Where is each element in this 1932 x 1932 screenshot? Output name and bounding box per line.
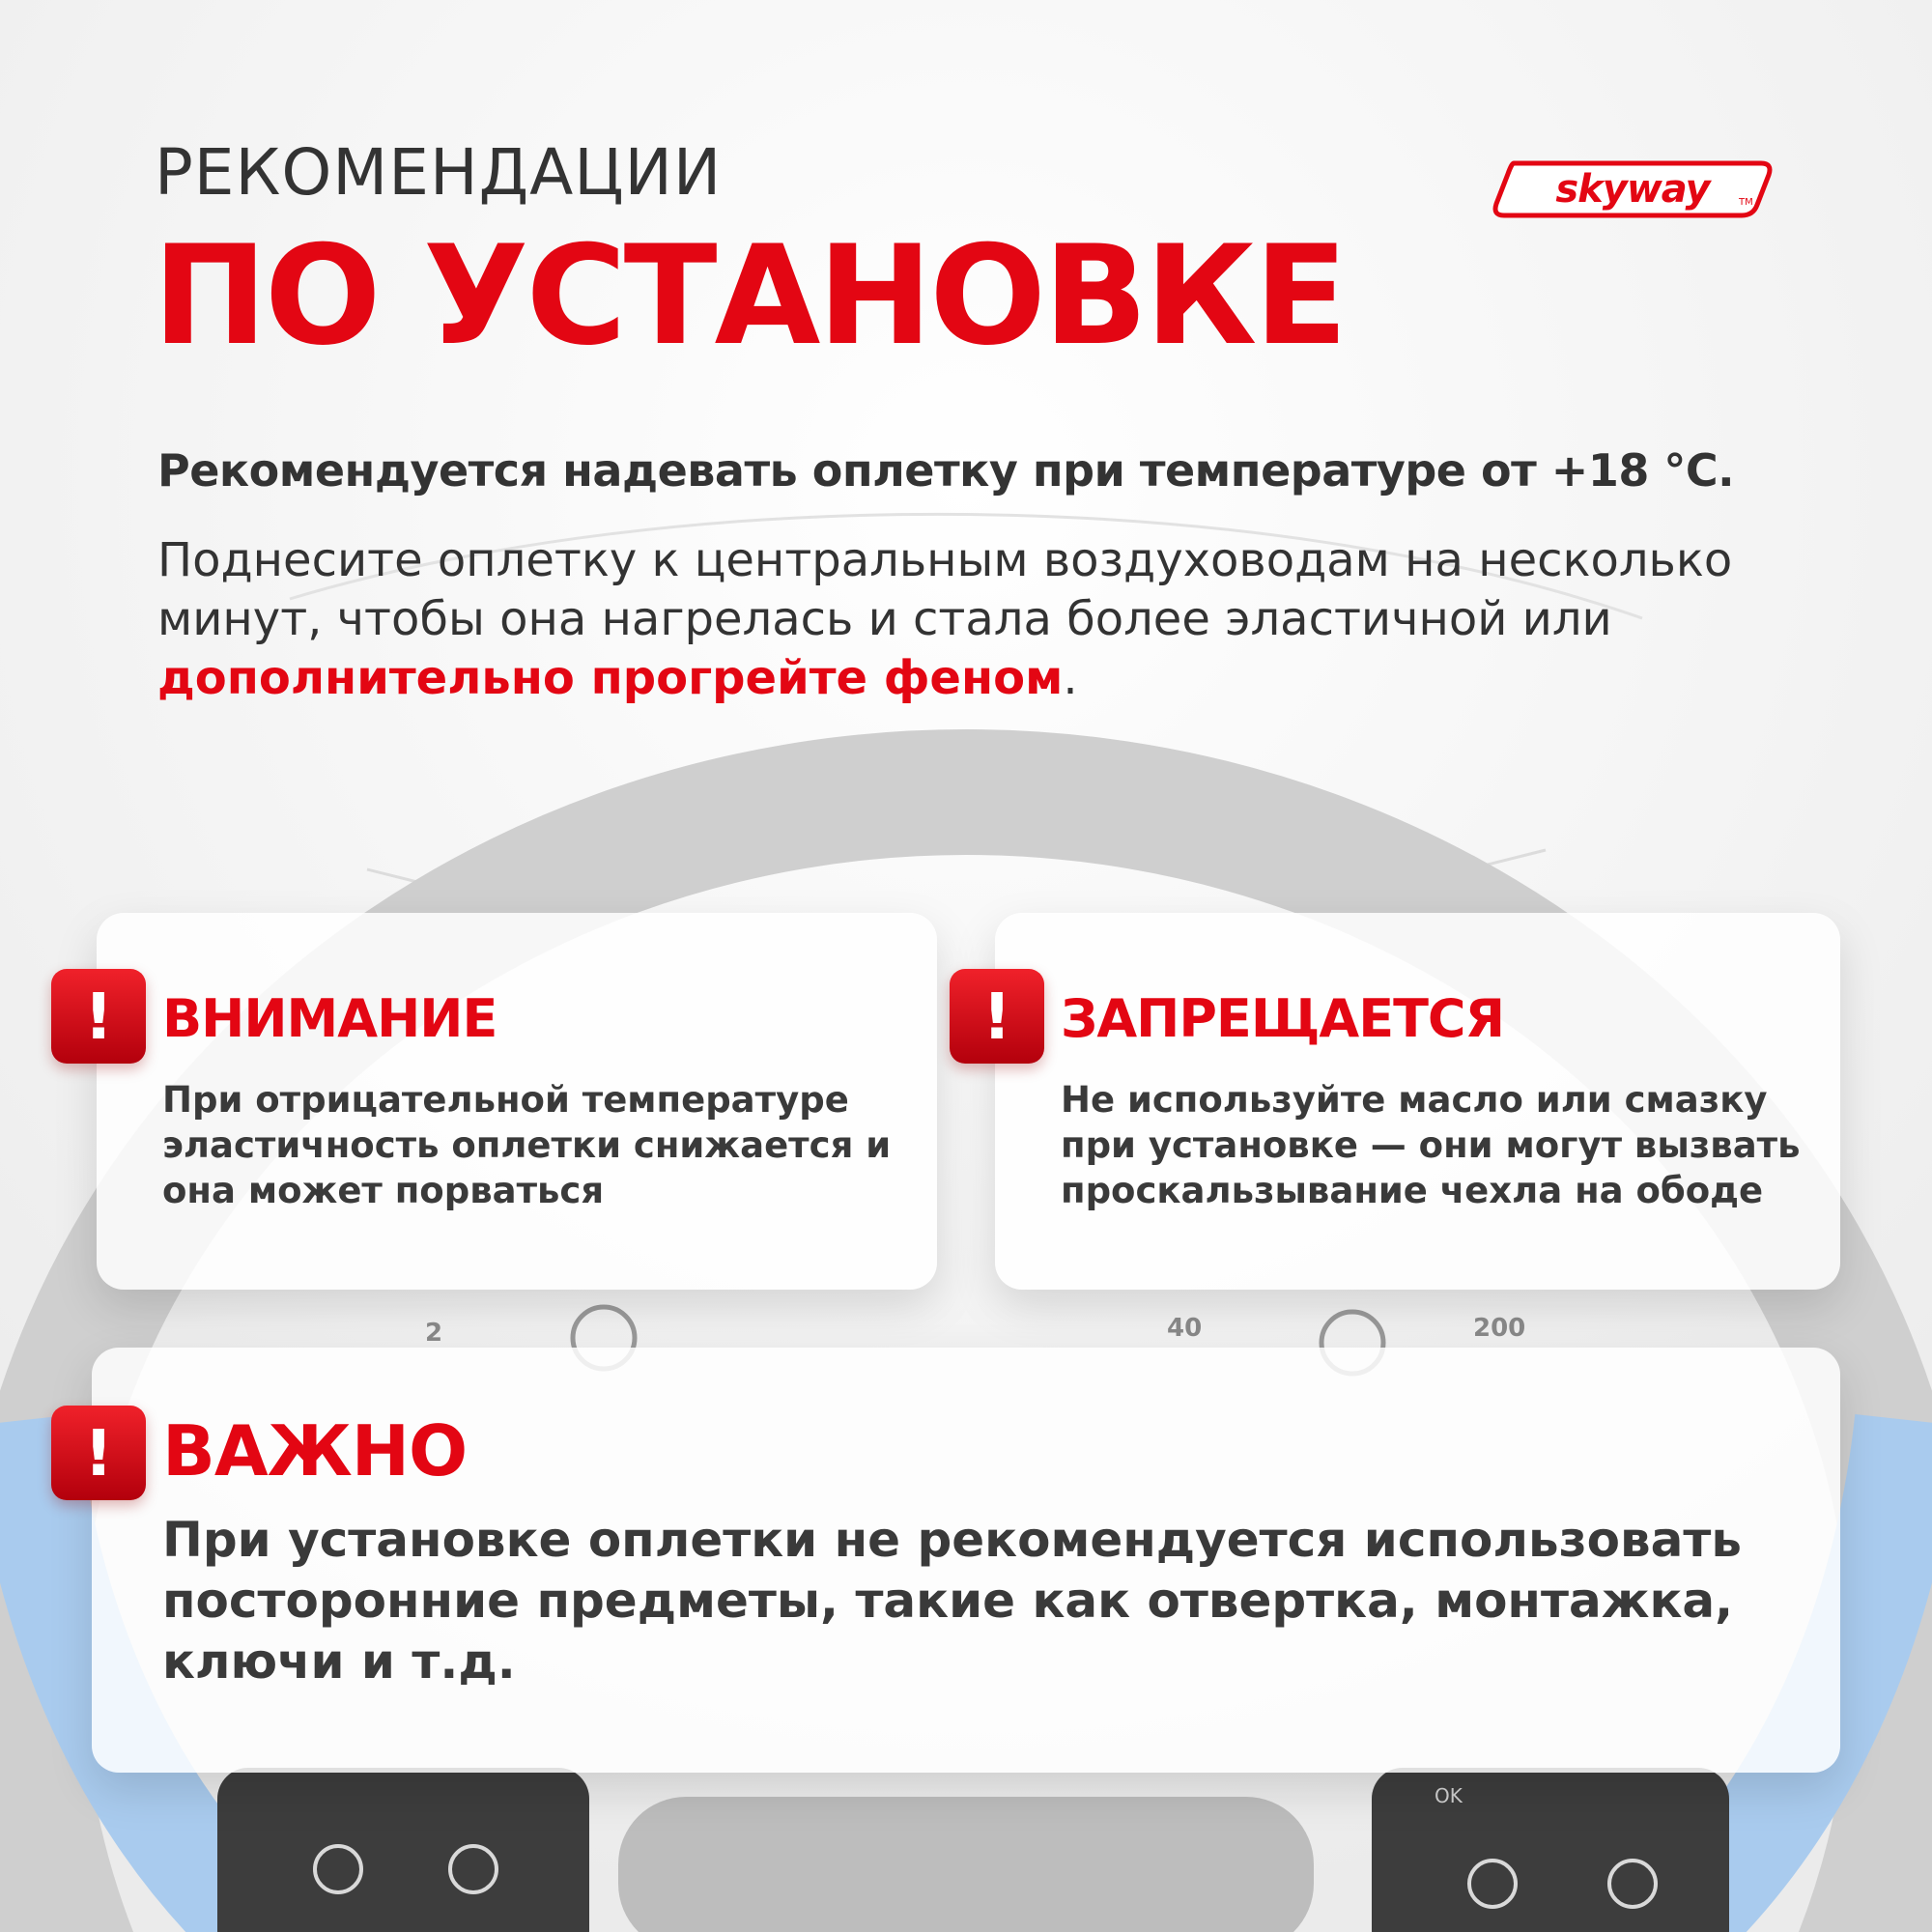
warmup-text: Поднесите оплетку к центральным воздуховодам на несколько минут, чтобы она нагрелась и стала более эластичной или (157, 533, 1733, 646)
exclamation-icon: ! (51, 969, 146, 1064)
important-text: При установке оплетки не рекомендуется использовать посторонние предметы, такие как отвертка, монтажка, ключи и т.д. (162, 1512, 1742, 1690)
prohibited-text: Не используйте масло или смазку при установке — они могут вызвать проскальзывание чехла на ободе (1061, 1079, 1801, 1211)
heading-kicker: РЕКОМЕНДАЦИИ (155, 135, 723, 210)
skyway-logo (1492, 160, 1773, 218)
attention-title: ВНИМАНИЕ (162, 988, 497, 1049)
warmup-highlight: дополнительно прогрейте феном (157, 651, 1064, 705)
logo-text: skyway (1555, 167, 1710, 212)
logo-trademark: TM (1739, 197, 1753, 208)
prohibited-title: ЗАПРЕЩАЕТСЯ (1061, 988, 1505, 1049)
gauge-right-label-2: 200 (1473, 1314, 1526, 1343)
page-title: ПО УСТАНОВКЕ (153, 216, 1346, 376)
exclamation-icon: ! (950, 969, 1044, 1064)
exclamation-icon: ! (51, 1406, 146, 1500)
warmup-end: . (1063, 651, 1078, 705)
warmup-instructions (157, 531, 1819, 708)
button-ok-label: OK (1435, 1784, 1463, 1807)
gauge-left-label: 2 (425, 1319, 443, 1348)
attention-text: При отрицательной температуре эластичность оплетки снижается и она может порваться (162, 1079, 892, 1211)
temperature-recommendation: Рекомендуется надевать оплетку при температуре от +18 °C. (157, 444, 1735, 497)
gauge-right-label-1: 40 (1167, 1314, 1203, 1343)
important-title: ВАЖНО (162, 1410, 468, 1492)
